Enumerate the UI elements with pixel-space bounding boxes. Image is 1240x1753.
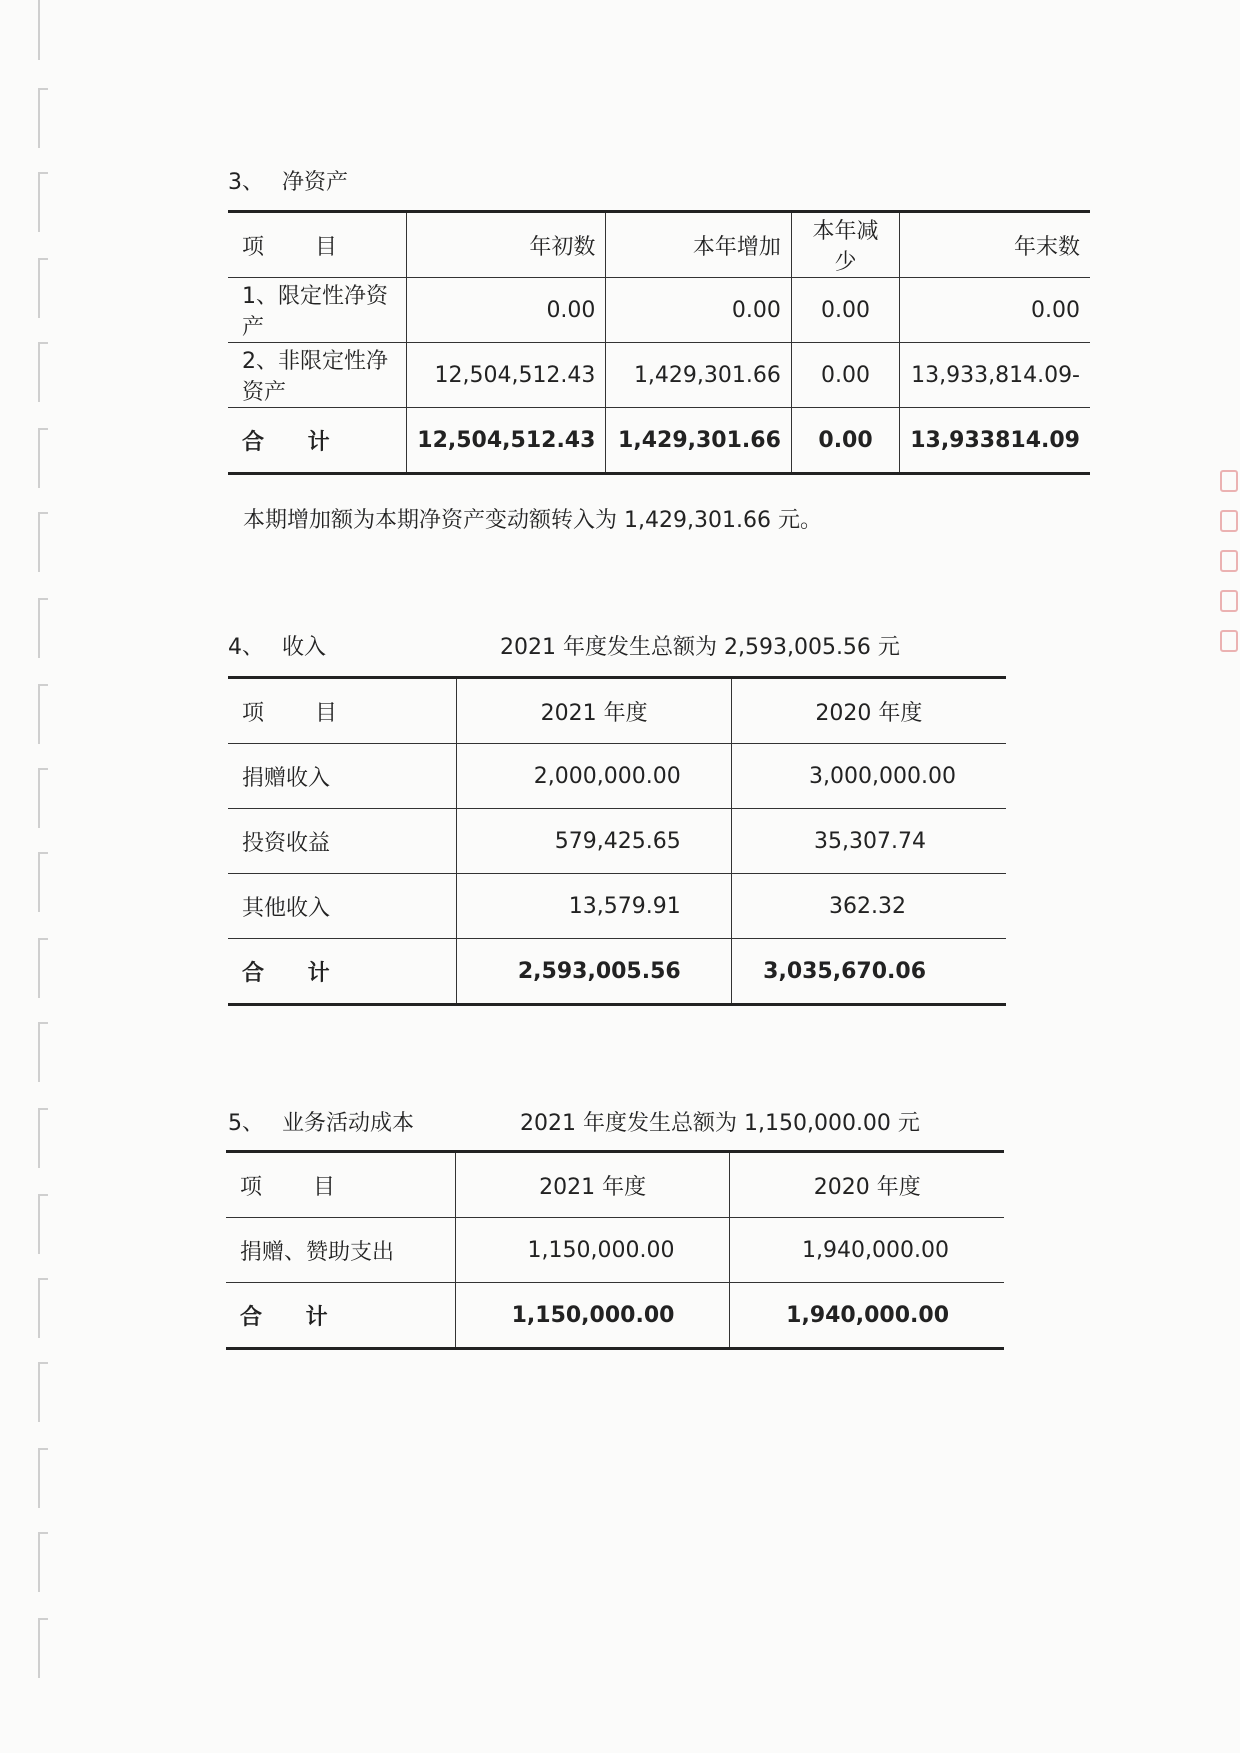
cell-value: 1,429,301.66 [606, 408, 791, 474]
net-assets-note: 本期增加额为本期净资产变动额转入为 1,429,301.66 元。 [243, 508, 822, 533]
cell-value: 3,035,670.06 [731, 939, 1006, 1005]
cell-value: 2,000,000.00 [457, 744, 731, 809]
header-2021: 2021 年度 [455, 1152, 730, 1218]
row-label: 合 计 [228, 408, 407, 474]
income-table [228, 676, 1006, 1006]
business-cost-table [226, 1150, 1004, 1350]
cell-value: 0.00 [606, 278, 791, 343]
table-row [228, 343, 1090, 408]
cell-value: 13,933,814.09- [900, 343, 1090, 408]
business-cost-summary: 2021 年度发生总额为 1,150,000.00 元 [520, 1111, 920, 1136]
table-total-row [228, 939, 1006, 1005]
cell-value: 0.00 [791, 278, 899, 343]
header-increase: 本年增加 [606, 212, 791, 278]
row-label: 投资收益 [228, 809, 457, 874]
section-title-text: 净资产 [282, 170, 349, 195]
cell-value: 13,579.91 [457, 874, 731, 939]
cell-value: 0.00 [791, 408, 899, 474]
table-row [228, 744, 1006, 809]
row-label: 1、限定性净资产 [228, 278, 407, 343]
row-label: 合 计 [228, 939, 457, 1005]
row-label: 合 计 [226, 1283, 455, 1349]
cell-value: 3,000,000.00 [731, 744, 1006, 809]
cell-value: 35,307.74 [731, 809, 1006, 874]
table-header-row [228, 678, 1006, 744]
net-assets-table [228, 210, 1090, 475]
table-total-row [228, 408, 1090, 474]
row-label: 其他收入 [228, 874, 457, 939]
cell-value: 362.32 [731, 874, 1006, 939]
business-cost-title [228, 1106, 414, 1137]
cell-value: 0.00 [407, 278, 606, 343]
section-number: 4、 [228, 635, 264, 660]
cell-value: 1,150,000.00 [455, 1218, 730, 1283]
table-header-row [226, 1152, 1004, 1218]
section-number: 5、 [228, 1111, 264, 1136]
table-header-row [228, 212, 1090, 278]
cell-value: 579,425.65 [457, 809, 731, 874]
header-2020: 2020 年度 [731, 678, 1006, 744]
cell-value: 1,429,301.66 [606, 343, 791, 408]
cell-value: 1,940,000.00 [730, 1283, 1004, 1349]
table-row [226, 1218, 1004, 1283]
cell-value: 0.00 [900, 278, 1090, 343]
cell-value: 12,504,512.43 [407, 408, 606, 474]
header-item: 项 目 [226, 1152, 455, 1218]
row-label: 捐赠、赞助支出 [226, 1218, 455, 1283]
cell-value: 12,504,512.43 [407, 343, 606, 408]
table-row [228, 809, 1006, 874]
header-2021: 2021 年度 [457, 678, 731, 744]
cell-value: 1,940,000.00 [730, 1218, 1004, 1283]
header-item: 项 目 [228, 212, 407, 278]
table-row [228, 874, 1006, 939]
section-title-text: 收入 [282, 635, 327, 660]
table-total-row [226, 1283, 1004, 1349]
net-assets-title [228, 165, 348, 196]
cell-value: 2,593,005.56 [457, 939, 731, 1005]
row-label: 捐赠收入 [228, 744, 457, 809]
income-title [228, 630, 326, 661]
cell-value: 1,150,000.00 [455, 1283, 730, 1349]
cell-value: 0.00 [791, 343, 899, 408]
header-opening: 年初数 [407, 212, 606, 278]
section-number: 3、 [228, 170, 264, 195]
seal-fragment [1218, 470, 1240, 670]
income-summary: 2021 年度发生总额为 2,593,005.56 元 [500, 635, 900, 660]
header-decrease: 本年减少 [791, 212, 899, 278]
table-row [228, 278, 1090, 343]
header-2020: 2020 年度 [730, 1152, 1004, 1218]
section-title-text: 业务活动成本 [282, 1111, 415, 1136]
header-closing: 年末数 [900, 212, 1090, 278]
cell-value: 13,933814.09 [900, 408, 1090, 474]
header-item: 项 目 [228, 678, 457, 744]
row-label: 2、非限定性净资产 [228, 343, 407, 408]
binding-marks [30, 0, 50, 1753]
